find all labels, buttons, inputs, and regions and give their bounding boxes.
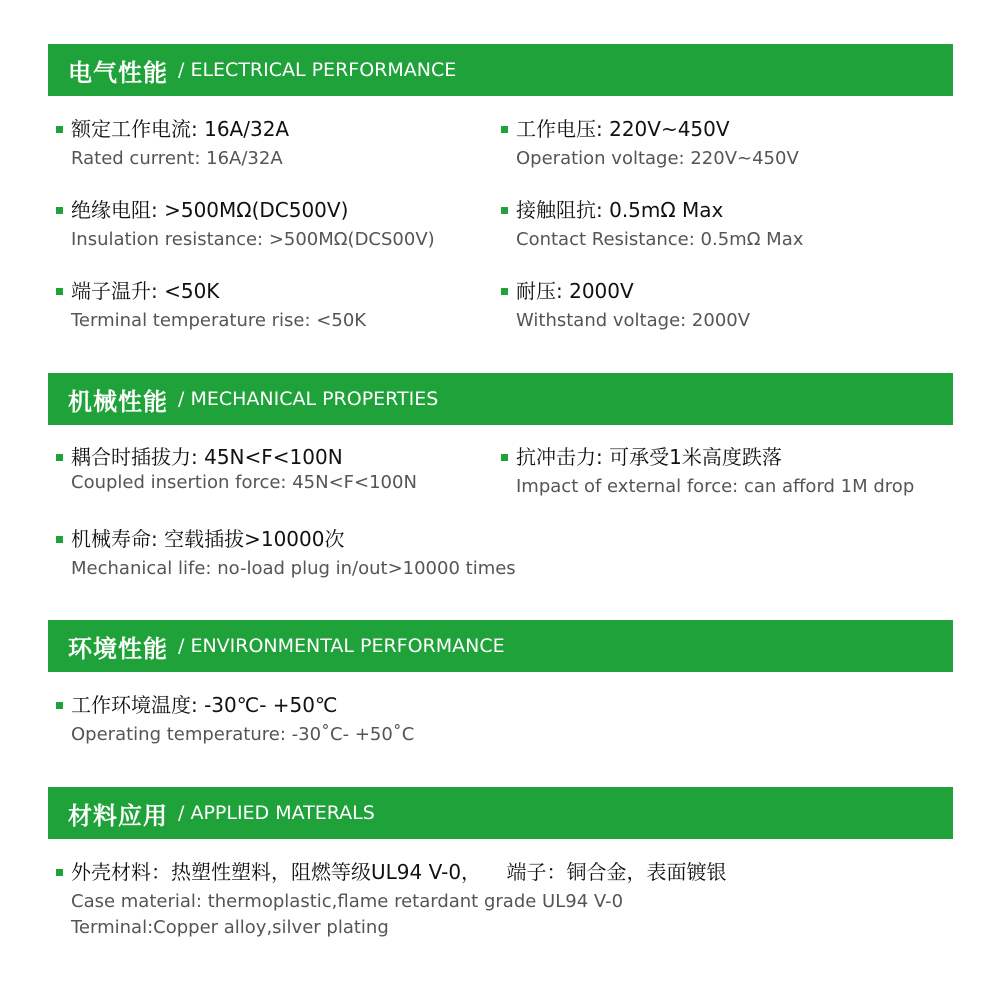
section-header-environmental <box>48 620 953 672</box>
spec-label-cn: 抗冲击力: 可承受1米高度跌落 <box>516 445 782 469</box>
spec-rated-current <box>56 116 289 172</box>
spec-label-cn: 外壳材料：热塑性塑料，阻燃等级UL94 V-0， 端子：铜合金，表面镀银 <box>71 860 727 884</box>
spec-label-en: Terminal temperature rise: <50K <box>71 310 367 331</box>
bullet-icon <box>56 207 63 214</box>
spec-label-en-terminal: Terminal:Copper alloy,silver plating <box>71 917 389 938</box>
spec-label-cn: 端子温升: <50K <box>71 279 220 303</box>
bullet-icon <box>56 869 63 876</box>
spec-label-en: Contact Resistance: 0.5mΩ Max <box>516 229 804 250</box>
section-title-en: / ENVIRONMENTAL PERFORMANCE <box>178 635 505 657</box>
spec-label-en: Insulation resistance: >500MΩ(DCS00V) <box>71 229 435 250</box>
spec-withstand-voltage <box>501 278 750 334</box>
section-title-cn: 电气性能 <box>68 58 168 87</box>
spec-label-en: Rated current: 16A/32A <box>71 148 283 169</box>
bullet-icon <box>56 288 63 295</box>
section-title-en: / ELECTRICAL PERFORMANCE <box>178 59 457 81</box>
bullet-icon <box>56 702 63 709</box>
section-header-materials <box>48 787 953 839</box>
spec-label-cn: 接触阻抗: 0.5mΩ Max <box>516 198 724 222</box>
spec-label-en: Withstand voltage: 2000V <box>516 310 751 331</box>
spec-mechanical-life <box>56 526 516 582</box>
spec-label-en: Coupled insertion force: 45N<F<100N <box>71 472 417 493</box>
spec-impact-force <box>501 444 914 500</box>
spec-label-cn: 绝缘电阻: >500MΩ(DC500V) <box>71 198 349 222</box>
section-title-cn: 环境性能 <box>68 634 168 663</box>
bullet-icon <box>501 126 508 133</box>
bullet-icon <box>56 536 63 543</box>
spec-operation-voltage <box>501 116 799 172</box>
spec-label-en: Impact of external force: can afford 1M drop <box>516 476 915 497</box>
spec-label-cn: 耦合时插拔力: 45N<F<100N <box>71 445 343 469</box>
section-title-cn: 材料应用 <box>68 801 168 830</box>
spec-contact-resistance <box>501 197 803 253</box>
bullet-icon <box>501 288 508 295</box>
bullet-icon <box>501 207 508 214</box>
spec-label-cn: 额定工作电流: 16A/32A <box>71 117 290 141</box>
spec-label-cn: 机械寿命: 空载插拔>10000次 <box>71 527 345 551</box>
spec-insertion-force <box>56 444 417 496</box>
spec-label-en: Operation voltage: 220V~450V <box>516 148 799 169</box>
spec-label-en: Operating temperature: -30˚C- +50˚C <box>71 724 415 745</box>
spec-operating-temperature <box>56 692 414 748</box>
section-title-en: / MECHANICAL PROPERTIES <box>178 388 439 410</box>
spec-insulation-resistance <box>56 197 435 253</box>
section-title-en: / APPLIED MATERALS <box>178 802 375 824</box>
spec-terminal-temperature-rise <box>56 278 366 334</box>
section-header-electrical <box>48 44 953 96</box>
bullet-icon <box>56 126 63 133</box>
bullet-icon <box>56 454 63 461</box>
bullet-icon <box>501 454 508 461</box>
spec-label-cn: 工作环境温度: -30℃- +50℃ <box>71 693 338 717</box>
section-title-cn: 机械性能 <box>68 387 168 416</box>
section-header-mechanical <box>48 373 953 425</box>
spec-label-en: Case material: thermoplastic,flame retardant grade UL94 V-0 <box>71 891 624 912</box>
spec-label-cn: 耐压: 2000V <box>516 279 634 303</box>
spec-label-cn: 工作电压: 220V~450V <box>516 117 730 141</box>
spec-applied-materials <box>56 859 726 941</box>
spec-label-en: Mechanical life: no-load plug in/out>10000 times <box>71 558 516 579</box>
